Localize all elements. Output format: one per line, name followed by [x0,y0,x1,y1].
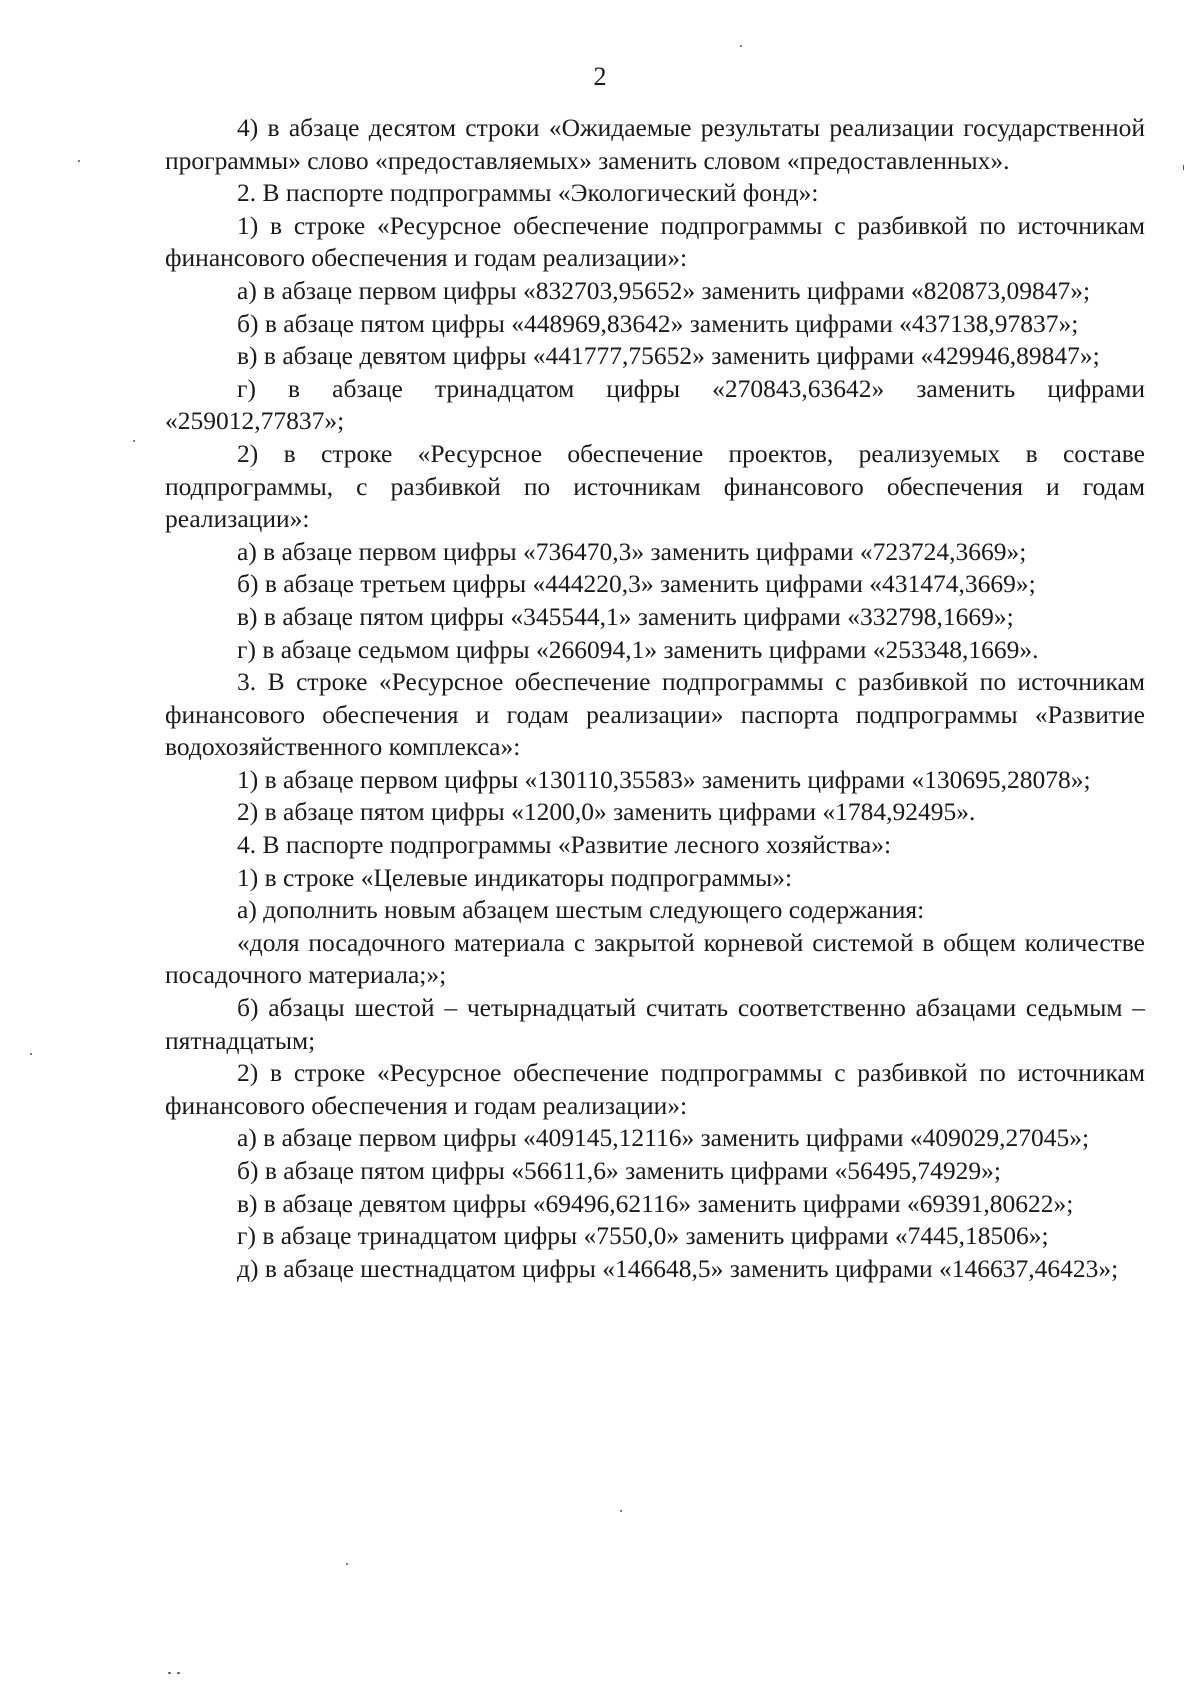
scan-speck [168,1672,171,1674]
scan-speck [78,160,80,162]
paragraph: б) абзацы шестой – четырнадцатый считать соответственно абзацами седьмым – пятнадцатым; [165,993,1145,1055]
paragraph: г) в абзаце тринадцатом цифры «270843,63642» заменить цифрами «259012,77837»; [165,373,1145,436]
paragraph: «доля посадочного материала с закрытой корневой системой в общем количестве посадочного материала;»; [165,927,1145,990]
paragraph: в) в абзаце девятом цифры «69496,62116» заменить цифрами «69391,80622»; [237,1188,1074,1218]
paragraph: а) в абзаце первом цифры «832703,95652» заменить цифрами «820873,09847»; [237,275,1091,305]
paragraph: 2) в абзаце пятом цифры «1200,0» заменить цифрами «1784,92495». [237,797,976,827]
scan-speck [740,45,742,47]
scan-speck [620,1510,622,1512]
paragraph: в) в абзаце девятом цифры «441777,75652» заменить цифрами «429946,89847»; [237,341,1100,371]
paragraph: в) в абзаце пятом цифры «345544,1» заменить цифрами «332798,1669»; [237,601,1014,631]
paragraph: 2. В паспорте подпрограммы «Экологический фонд»: [237,178,819,208]
paragraph: 4. В паспорте подпрограммы «Развитие лесного хозяйства»: [237,830,892,860]
paragraph: а) дополнить новым абзацем шестым следующего содержания: [237,895,925,925]
paragraph: б) в абзаце пятом цифры «448969,83642» заменить цифрами «437138,97837»; [237,308,1079,338]
paragraph: 3. В строке «Ресурсное обеспечение подпрограммы с разбивкой по источникам финансового обеспечения и годам реализации» паспорта подпрограммы «Развитие водохозяйственного комплекса»: [165,667,1145,762]
scan-speck [133,440,135,442]
scan-speck [30,1053,32,1055]
paragraph: г) в абзаце тринадцатом цифры «7550,0» заменить цифрами «7445,18506»; [237,1221,1049,1251]
scan-speck [346,1563,348,1565]
paragraph: а) в абзаце первом цифры «409145,12116» заменить цифрами «409029,27045»; [237,1123,1090,1153]
paragraph: 2) в строке «Ресурсное обеспечение проектов, реализуемых в составе подпрограммы, с разбивкой по источникам финансового обеспечения и годам реализации»: [165,438,1145,534]
scan-speck [1183,165,1184,170]
paragraph: 1) в строке «Ресурсное обеспечение подпрограммы с разбивкой по источникам финансового обеспечения и годам реализации»: [165,210,1145,273]
paragraph: 1) в строке «Целевые индикаторы подпрограммы»: [237,862,793,892]
page-number: 2 [593,62,607,91]
paragraph: 2) в строке «Ресурсное обеспечение подпрограммы с разбивкой по источникам финансового обеспечения и годам реализации»: [165,1058,1145,1120]
paragraph: 1) в абзаце первом цифры «130110,35583» заменить цифрами «130695,28078»; [237,764,1091,794]
document-body [165,112,1145,1285]
paragraph: а) в абзаце первом цифры «736470,3» заменить цифрами «723724,3669»; [237,536,1027,566]
paragraph: б) в абзаце пятом цифры «56611,6» заменить цифрами «56495,74929»; [237,1156,1001,1185]
paragraph: б) в абзаце третьем цифры «444220,3» заменить цифрами «431474,3669»; [237,569,1036,599]
scan-speck [177,1672,180,1674]
paragraph: г) в абзаце седьмом цифры «266094,1» заменить цифрами «253348,1669». [237,634,1039,664]
paragraph: 4) в абзаце десятом строки «Ожидаемые результаты реализации государственной программы» слово «предоставляемых» заменить словом «предоставленных». [165,113,1145,175]
paragraph: д) в абзаце шестнадцатом цифры «146648,5» заменить цифрами «146637,46423»; [237,1253,1119,1283]
